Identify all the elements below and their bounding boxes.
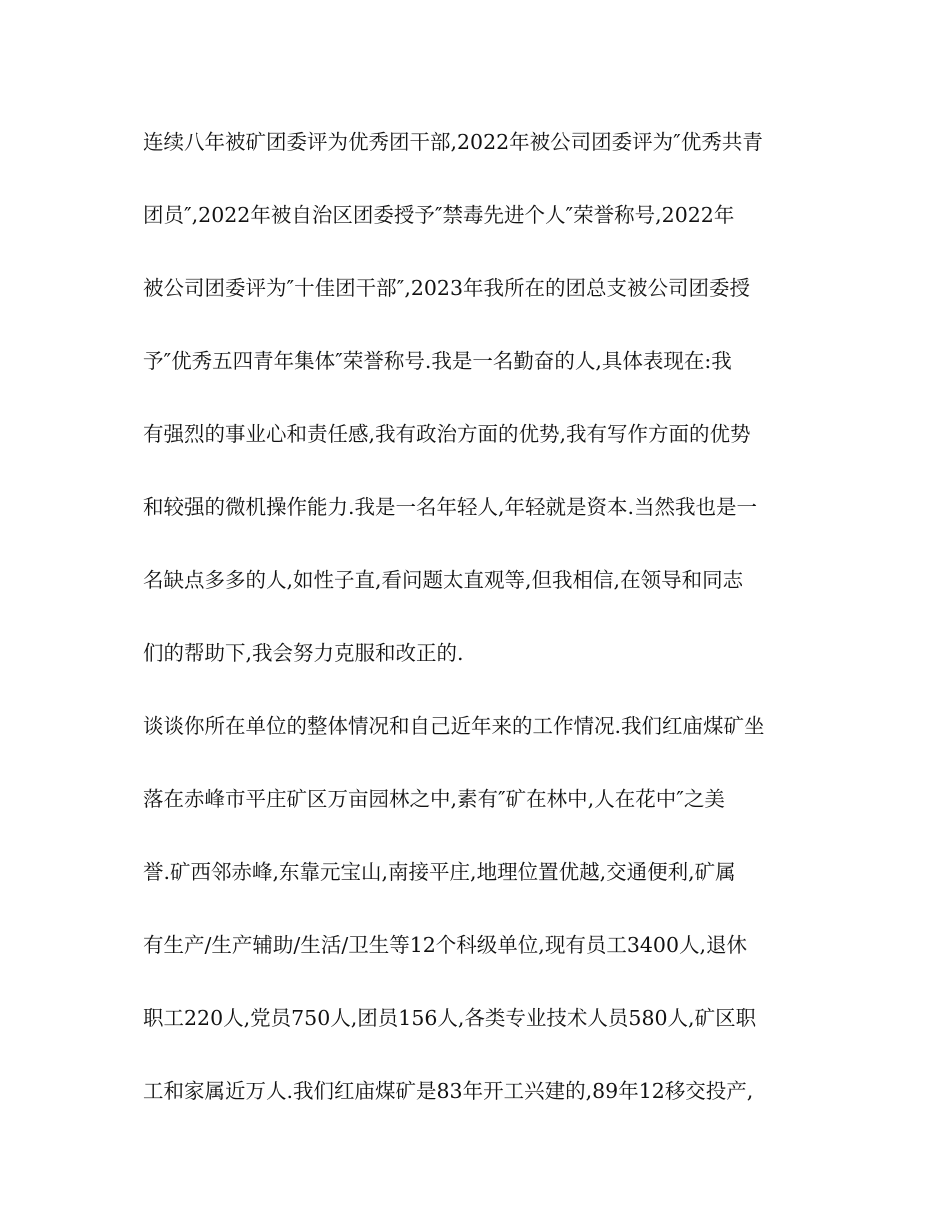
text-line: 团员″,2022年被自治区团委授予″禁毒先进个人″荣誉称号,2022年 <box>143 203 735 227</box>
text-line: 职工220人,党员750人,团员156人,各类专业技术人员580人,矿区职 <box>143 1006 757 1030</box>
text-line: 们的帮助下,我会努力克服和改正的. <box>143 641 464 665</box>
text-line: 落在赤峰市平庄矿区万亩园林之中,素有″矿在林中,人在花中″之美 <box>143 787 725 811</box>
text-line: 予″优秀五四青年集体″荣誉称号.我是一名勤奋的人,具体表现在:我 <box>143 349 732 373</box>
text-line: 连续八年被矿团委评为优秀团干部,2022年被公司团委评为″优秀共青 <box>143 130 763 154</box>
text-line: 和较强的微机操作能力.我是一名年轻人,年轻就是资本.当然我也是一 <box>143 495 758 519</box>
text-line: 被公司团委评为″十佳团干部″,2023年我所在的团总支被公司团委授 <box>143 276 751 300</box>
text-line: 名缺点多多的人,如性子直,看问题太直观等,但我相信,在领导和同志 <box>143 568 744 592</box>
text-line: 谈谈你所在单位的整体情况和自己近年来的工作情况.我们红庙煤矿坐 <box>143 714 765 738</box>
text-line: 誉.矿西邻赤峰,东靠元宝山,南接平庄,地理位置优越,交通便利,矿属 <box>143 860 736 884</box>
text-line: 有生产/生产辅助/生活/卫生等12个科级单位,现有员工3400人,退休 <box>143 933 748 957</box>
text-line: 有强烈的事业心和责任感,我有政治方面的优势,我有写作方面的优势 <box>143 422 751 446</box>
text-line: 工和家属近万人.我们红庙煤矿是83年开工兴建的,89年12移交投产, <box>143 1079 754 1103</box>
